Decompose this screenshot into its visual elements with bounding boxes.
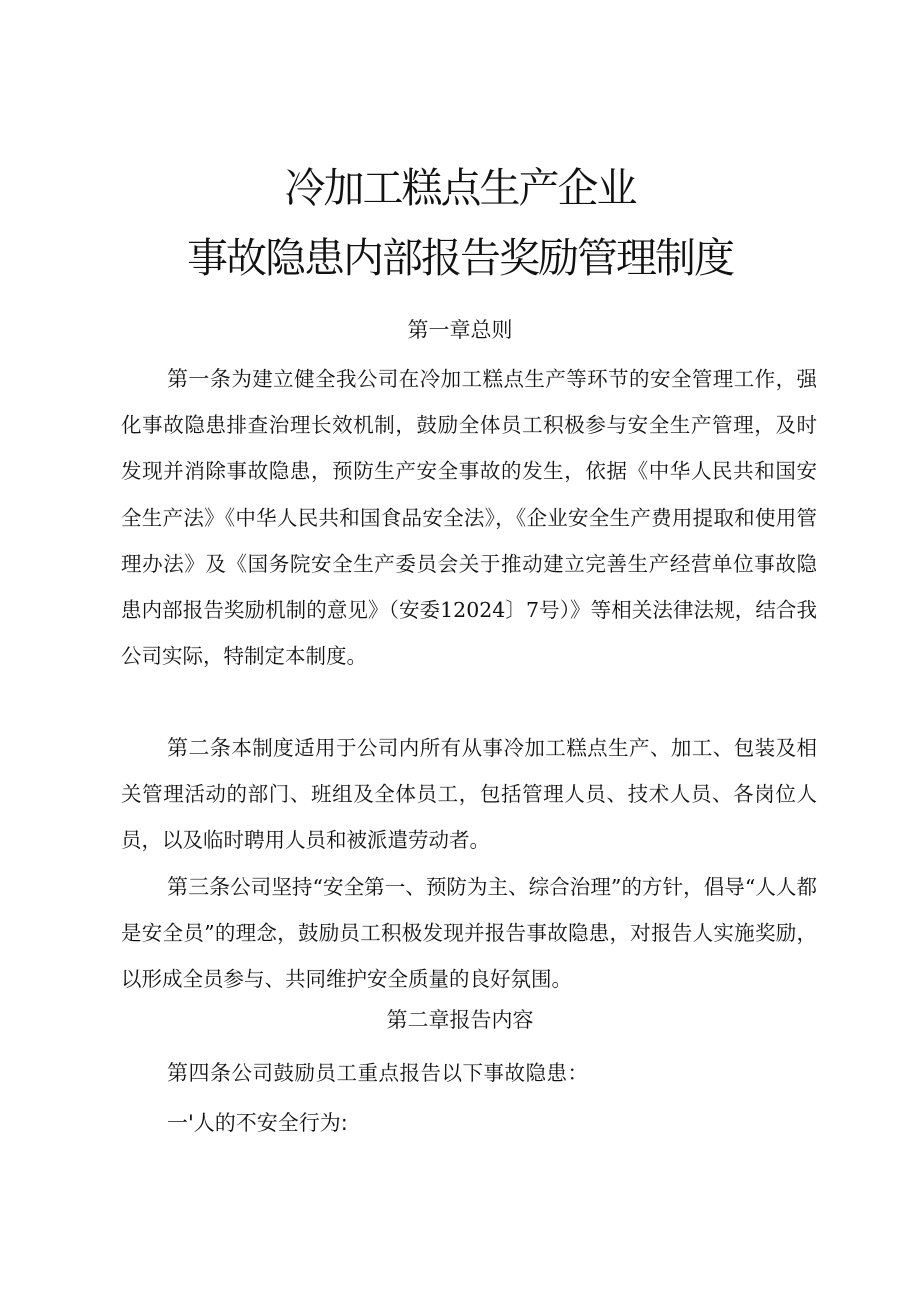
article-1-text: 为建立健全我公司在冷加工糕点生产等环节的安全管理工作，强化事故隐患排查治理长效机制，鼓励全体员工积极参与安全生产管理，及时发现并消除事故隐患，预防生产安全事故的发生，依据《中华人民共和国安全生产法》《中华人民共和国食品安全法》，《企业安全生产费用提取和使用管理办法》及《国务院安全生产委员会关于推动建立完善生产经营单位事故隐患内部报告奖励机制的意见》（安委12024〕7号）》等相关法律法规，结合我公司实际，特制定本制度。	[121, 367, 818, 669]
article-1	[121, 356, 817, 679]
chapter-heading-report-content: 第二章报告内容	[386, 1008, 534, 1032]
article-2-label: 第二条	[167, 736, 232, 760]
article-4-text: 公司鼓励员工重点报告以下事故隐患：	[231, 1061, 589, 1085]
article-1-label: 第一条	[167, 367, 232, 391]
article-4-label: 第四条	[167, 1061, 232, 1085]
document-title-line-1: 冷加工糕点生产企业	[284, 164, 636, 212]
article-4	[121, 1050, 817, 1096]
article-3-label: 第三条	[167, 875, 231, 899]
chapter-heading-general: 第一章总则	[407, 318, 513, 342]
article-2	[121, 725, 817, 864]
document-title-line-2: 事故隐患内部报告奖励管理制度	[187, 234, 733, 282]
article-3-text: 公司坚持“安全第一、预防为主、综合治理”的方针，倡导“人人都是安全员”的理念，鼓励员工积极发现并报告事故隐患，对报告人实施奖励，以形成全员参与、共同维护安全质量的良好氛围。	[121, 875, 817, 992]
article-2-text: 本制度适用于公司内所有从事冷加工糕点生产、加工、包装及相关管理活动的部门、班组及全体员工，包括管理人员、技术人员、各岗位人员，以及临时聘用人员和被派遣劳动者。	[121, 736, 818, 853]
article-3	[121, 864, 817, 1003]
list-item-unsafe-behavior: 一'人的不安全行为:	[167, 1111, 348, 1135]
